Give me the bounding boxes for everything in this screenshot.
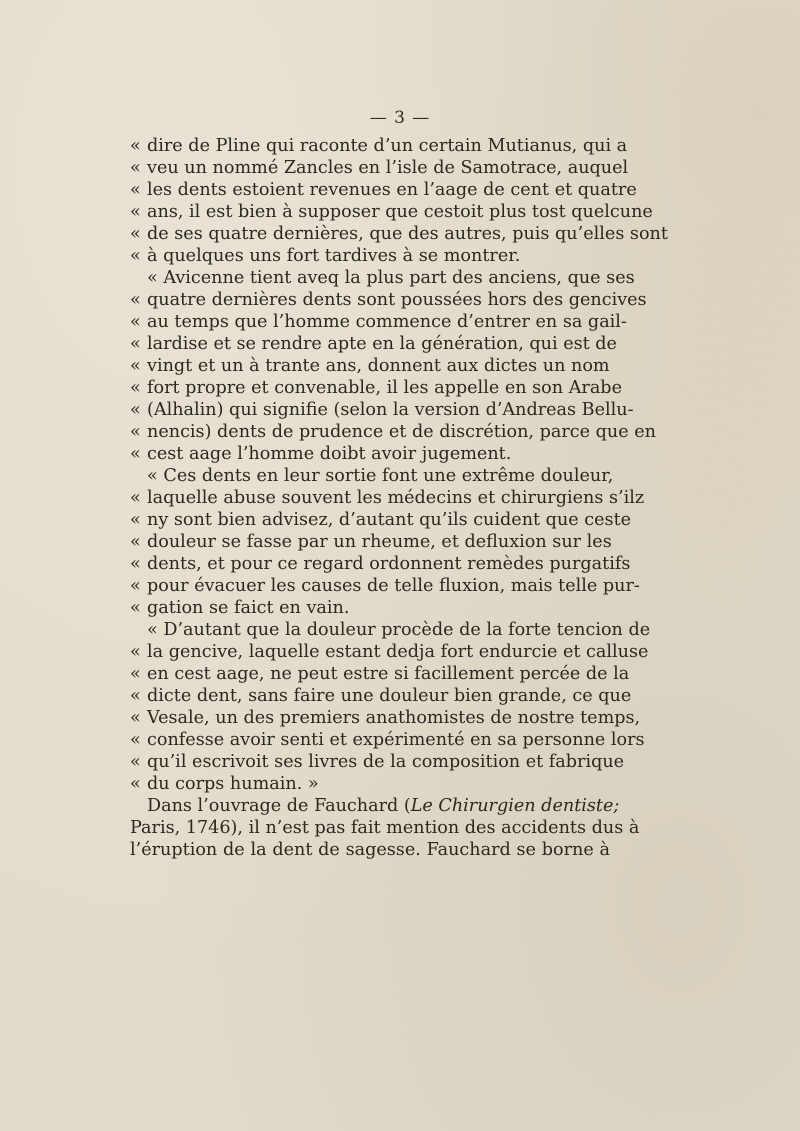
line-text: nencis) dents de prudence et de discrétion, parce que en xyxy=(147,422,656,442)
quote-mark: « xyxy=(130,730,141,750)
text-line xyxy=(130,838,610,863)
line-text: du corps humain. » xyxy=(147,774,319,794)
quote-mark: « xyxy=(130,664,141,684)
quote-mark: « xyxy=(130,136,141,156)
line-text: l’éruption de la dent de sagesse. Fauchard se borne à xyxy=(130,840,610,860)
line-text: qu’il escrivoit ses livres de la composition et fabrique xyxy=(147,752,625,772)
line-text: veu un nommé Zancles en l’isle de Samotrace, auquel xyxy=(147,158,629,178)
quote-mark: « xyxy=(130,708,141,728)
book-title: Le Chirurgien dentiste; xyxy=(410,796,620,816)
line-text: « D’autant que la douleur procède de la forte tencion de xyxy=(147,620,651,640)
page-number: — 3 — xyxy=(369,108,431,128)
line-text: au temps que l’homme commence d’entrer en sa gail- xyxy=(147,312,627,332)
quote-mark: « xyxy=(130,642,141,662)
quote-mark: « xyxy=(130,422,141,442)
quote-mark: « xyxy=(130,202,141,222)
line-text: lardise et se rendre apte en la génération, qui est de xyxy=(147,334,617,354)
quote-mark: « xyxy=(130,180,141,200)
quote-mark: « xyxy=(130,334,141,354)
line-text: dire de Pline qui raconte d’un certain Mutianus, qui a xyxy=(147,136,628,156)
line-text: ans, il est bien à supposer que cestoit plus tost quelcune xyxy=(147,202,653,222)
line-text: « Ces dents en leur sortie font une extrême douleur, xyxy=(147,466,614,486)
quote-mark: « xyxy=(130,598,141,618)
line-text: vingt et un à trante ans, donnent aux dictes un nom xyxy=(147,356,610,376)
line-text: laquelle abuse souvent les médecins et chirurgiens s’ilz xyxy=(147,488,645,508)
quote-mark: « xyxy=(130,488,141,508)
quote-mark: « xyxy=(130,246,141,266)
quote-mark: « xyxy=(130,554,141,574)
line-text: fort propre et convenable, il les appelle en son Arabe xyxy=(147,378,622,398)
quote-mark: « xyxy=(130,378,141,398)
quote-mark: « xyxy=(130,356,141,376)
line-text: la gencive, laquelle estant dedja fort endurcie et calluse xyxy=(147,642,649,662)
line-text: « Avicenne tient aveq la plus part des anciens, que ses xyxy=(147,268,635,288)
quote-mark: « xyxy=(130,686,141,706)
line-text: cest aage l’homme doibt avoir jugement. xyxy=(147,444,512,464)
quote-mark: « xyxy=(130,290,141,310)
line-text: dents, et pour ce regard ordonnent remèdes purgatifs xyxy=(147,554,631,574)
line-text: les dents estoient revenues en l’aage de cent et quatre xyxy=(147,180,637,200)
line-text: dicte dent, sans faire une douleur bien grande, ce que xyxy=(147,686,632,706)
line-text: Vesale, un des premiers anathomistes de nostre temps, xyxy=(147,708,641,728)
quote-mark: « xyxy=(130,400,141,420)
quote-mark: « xyxy=(130,158,141,178)
line-text: Paris, 1746), il n’est pas fait mention des accidents dus à xyxy=(130,818,640,838)
quote-mark: « xyxy=(130,576,141,596)
quote-mark: « xyxy=(130,532,141,552)
line-text: ny sont bien advisez, d’autant qu’ils cuident que ceste xyxy=(147,510,632,530)
line-text: Dans l’ouvrage de Fauchard ( xyxy=(147,796,411,816)
line-text: quatre dernières dents sont poussées hors des gencives xyxy=(147,290,647,310)
quote-mark: « xyxy=(130,774,141,794)
quote-mark: « xyxy=(130,444,141,464)
line-text: en cest aage, ne peut estre si facillement percée de la xyxy=(147,664,630,684)
line-text: (Alhalin) qui signifie (selon la version d’Andreas Bellu- xyxy=(147,400,634,420)
quote-mark: « xyxy=(130,224,141,244)
quote-mark: « xyxy=(130,752,141,772)
line-text: confesse avoir senti et expérimenté en sa personne lors xyxy=(147,730,645,750)
line-text: à quelques uns fort tardives à se montrer. xyxy=(147,246,521,266)
line-text: douleur se fasse par un rheume, et defluxion sur les xyxy=(147,532,612,552)
quote-mark: « xyxy=(130,312,141,332)
line-text: pour évacuer les causes de telle fluxion, mais telle pur- xyxy=(147,576,640,596)
line-text: gation se faict en vain. xyxy=(147,598,350,618)
line-text: de ses quatre dernières, que des autres, puis qu’elles sont xyxy=(147,224,668,244)
quote-mark: « xyxy=(130,510,141,530)
